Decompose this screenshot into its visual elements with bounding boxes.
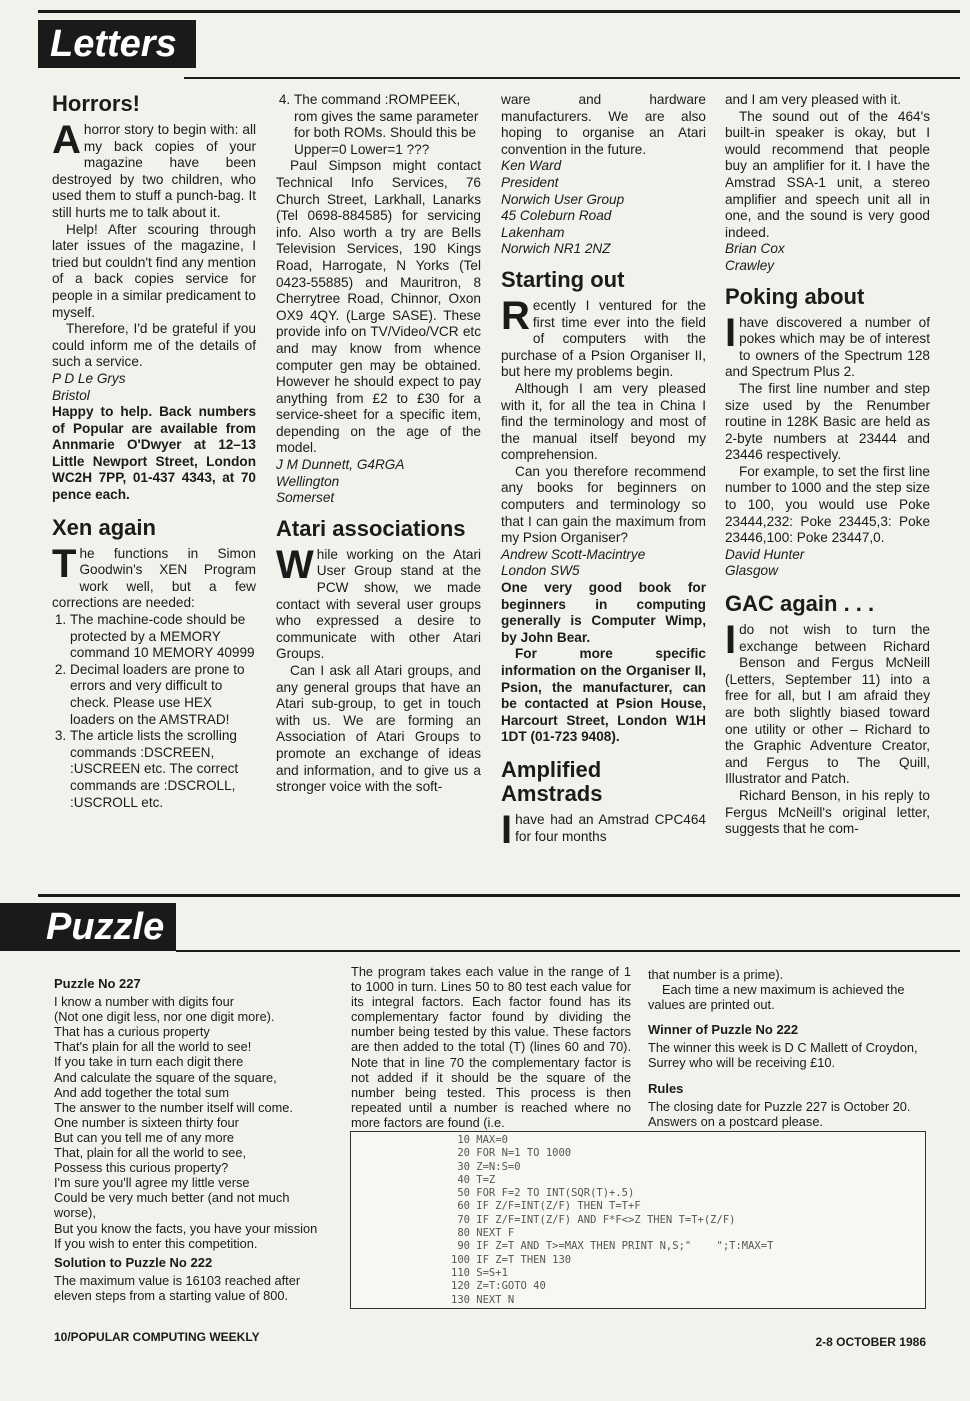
code-line: 70 IF Z/F=INT(Z/F) AND F*F<>Z THEN T=T+(Z/F) bbox=[451, 1213, 736, 1226]
top-rule bbox=[38, 10, 960, 13]
signature: Glasgow bbox=[725, 563, 778, 579]
code-line: 110 S=S+1 bbox=[451, 1266, 508, 1279]
letters-banner: Letters bbox=[38, 20, 196, 68]
drop-cap: A bbox=[52, 118, 81, 162]
letter-paragraph: Can you therefore recommend any books for beginners on computers and terminology so that I can gain the maximum from my Psion Organiser? bbox=[501, 463, 706, 546]
solution-explanation-end: that number is a prime). bbox=[648, 967, 784, 982]
poem-line: That's plain for all the world to see! bbox=[54, 1039, 252, 1055]
solution-explanation-end: Each time a new maximum is achieved the values are printed out. bbox=[648, 982, 905, 1013]
letter-paragraph: and I am very pleased with it. bbox=[725, 92, 902, 107]
signature: Brian Cox bbox=[725, 241, 785, 257]
signature: President bbox=[501, 174, 559, 190]
signature: Lakenham bbox=[501, 224, 565, 240]
poem-line: (Not one digit less, nor one digit more). bbox=[54, 1009, 275, 1025]
heading-horrors: Horrors! bbox=[52, 91, 141, 116]
signature: Andrew Scott-Macintrye bbox=[501, 546, 646, 562]
code-line: 120 Z=T:GOTO 40 bbox=[451, 1280, 546, 1293]
poem-line: That, plain for all the world to see, bbox=[54, 1145, 247, 1161]
signature: Somerset bbox=[276, 490, 335, 506]
letter-paragraph: have had an Amstrad CPC464 for four months bbox=[515, 811, 706, 844]
letter-paragraph: The first line number and step size used by the Renumber routine in 128K Basic are held as 2-byte numbers at 23444 and 23446 respectively. bbox=[725, 380, 930, 463]
letter-paragraph: hile working on the Atari User Group stand at the PCW show, we made contact with several user groups who expressed a desire to communicate with other Atari Groups. bbox=[276, 546, 481, 662]
letter-paragraph: Help! After scouring through later issues of the magazine, I tried but couldn't find any mention of a back copies service for people in a similar predicament to myself. bbox=[52, 221, 256, 320]
poem-line: If you wish to enter this competition. bbox=[54, 1235, 258, 1251]
letters-column-3 bbox=[501, 92, 706, 852]
corrections-list-continued bbox=[276, 92, 481, 158]
drop-cap: W bbox=[276, 542, 314, 587]
solution-explanation: The program takes each value in the range of 1 to 1000 in turn. Lines 50 to 80 test each value for its integral factors. Each factor found has its complementary factor found by dividing the number being tested by this value. These factors are then added to the total (T) (lines 60 and 70). Note that in line 70 the complementary factor is not added if it should be the square of the number being tested. This process is then repeated until a number is reached where no more factors are found (i.e. bbox=[351, 964, 631, 1130]
code-line: 10 MAX=0 bbox=[451, 1134, 508, 1146]
poem-line: I know a number with digits four bbox=[54, 994, 234, 1010]
rules-text: The closing date for Puzzle 227 is October 20. Answers on a postcard please. bbox=[648, 1098, 911, 1129]
drop-cap: I bbox=[725, 618, 737, 663]
signature: J M Dunnett, G4RGA bbox=[276, 457, 405, 473]
heading-xen-again: Xen again bbox=[52, 514, 156, 540]
signature: P D Le Grys bbox=[52, 370, 126, 386]
poem-line: That has a curious property bbox=[54, 1024, 210, 1040]
letters-column-1 bbox=[52, 86, 256, 811]
poem-line: One number is sixteen thirty four bbox=[54, 1114, 239, 1130]
code-line: 40 T=Z bbox=[451, 1173, 496, 1186]
signature: London SW5 bbox=[501, 563, 580, 579]
poem-line: The answer to the number itself will come. bbox=[54, 1099, 293, 1115]
list-item: 3. The article lists the scrolling commands :DSCREEN, :USCREEN etc. The correct commands are :DSCROLL, :USCROLL etc. bbox=[70, 728, 256, 811]
letters-column-2 bbox=[276, 92, 481, 796]
letter-paragraph: Paul Simpson might contact Technical Info Services, 76 Church Street, Larkhall, Lanarks (Tel 0698-884585) for servicing info. Also worth a try are Bells Television Services, 190 Kings Road, Harrogate, N Yorks (Tel 0423-55885) and Mauritron, 8 Cherrytree Road, Chinnor, Oxon OX9 4QY. (Large SASE). These provide info on TV/Video/VCR etc and may know from whence computer gen may be obtained. However he should expect to pay anything from £2 to £30 for a service-sheet for a specific item, depending on the age of the model. bbox=[276, 158, 481, 456]
winner-text: The winner this week is D C Mallett of Croydon, Surrey who will be receiving £10. bbox=[648, 1040, 918, 1071]
poem-line: Could be very much better (and not much worse), bbox=[54, 1190, 290, 1221]
solution-title: Solution to Puzzle No 222 bbox=[54, 1254, 213, 1270]
puzzle-column-3 bbox=[648, 967, 930, 1129]
letter-paragraph: he functions in Simon Goodwin's XEN Program work well, but a few corrections are needed: bbox=[52, 545, 256, 611]
winner-title: Winner of Puzzle No 222 bbox=[648, 1022, 799, 1038]
editor-reply: For more specific information on the Organiser II, Psion, the manufacturer, can be contacted at Psion House, Harcourt Street, London W1H 1DT (01-723 9408). bbox=[501, 646, 706, 745]
signature: Crawley bbox=[725, 257, 775, 273]
letter-paragraph: horror story to begin with: all my back copies of your magazine have been destroyed by two children, who used them to stuff a punch-bag. It still hurts me to talk about it. bbox=[52, 122, 256, 220]
footer-publication: 10/POPULAR COMPUTING WEEKLY bbox=[54, 1330, 260, 1344]
signature: Ken Ward bbox=[501, 158, 562, 174]
letter-paragraph: do not wish to turn the exchange between Richard Benson and Fergus McNeill (Letters, September 11) into a free for all, but I am afraid they are both slightly biased toward one utility or other – Richard to the Graphic Adventure Creator, and Fergus to The Quill, Illustrator and Patch. bbox=[725, 622, 930, 787]
rules-title: Rules bbox=[648, 1080, 684, 1096]
puzzle-column-1 bbox=[54, 972, 334, 1303]
letters-rule bbox=[184, 77, 960, 79]
editor-reply: Happy to help. Back numbers of Popular are available from Annmarie O'Dwyer at 12–13 Little Newport Street, London WC2H 7PP, 01-437 4343, at 70 pence each. bbox=[52, 404, 256, 503]
drop-cap: R bbox=[501, 293, 530, 338]
letter-paragraph: The sound out of the 464's built-in speaker is okay, but I would recommend that people buy an amplifier for it. I have the Amstrad SSA-1 unit, a stereo amplifier and speech unit all in one, and the sound is very good indeed. bbox=[725, 108, 930, 240]
code-line: 50 FOR F=2 TO INT(SQR(T)+.5) bbox=[451, 1187, 635, 1200]
list-item: 4. The command :ROMPEEK, rom gives the same parameter for both ROMs. Should this be Upper=0 Lower=1 ??? bbox=[294, 92, 481, 158]
heading-amplified-amstrads: Amplified Amstrads bbox=[501, 756, 603, 806]
letter-paragraph: Can I ask all Atari groups, and any general groups that have an Atari sub-group, to get in touch with us. We are forming an Association of Atari Groups to promote an exchange of ideas and information, and to give us a stronger voice with the soft- bbox=[276, 663, 481, 795]
puzzle-column-2 bbox=[351, 964, 631, 1130]
signature: Bristol bbox=[52, 387, 90, 403]
code-line: 130 NEXT N bbox=[451, 1293, 515, 1306]
letter-paragraph: Richard Benson, in his reply to Fergus McNeill's original letter, suggests that he com- bbox=[725, 787, 930, 837]
solution-text: The maximum value is 16103 reached after eleven steps from a starting value of 800. bbox=[54, 1272, 301, 1303]
poem-line: I'm sure you'll agree my little verse bbox=[54, 1175, 250, 1191]
letter-paragraph: have discovered a number of pokes which may be of interest to owners of the Spectrum 128 and Spectrum Plus 2. bbox=[725, 314, 930, 380]
heading-starting-out: Starting out bbox=[501, 266, 625, 292]
footer-date: 2-8 OCTOBER 1986 bbox=[815, 1335, 926, 1349]
poem-line: Possess this curious property? bbox=[54, 1160, 229, 1176]
letter-paragraph: For example, to set the first line number to 1000 and the step size to 100, you would use Poke 23444,232: Poke 23445,3: Poke 23446,100: Poke 23447,0. bbox=[725, 463, 930, 546]
drop-cap: I bbox=[725, 310, 737, 355]
letter-paragraph: Although I am very pleased with it, for all the tea in China I find the terminology and most of the manual itself beyond my comprehension. bbox=[501, 380, 706, 463]
editor-reply: One very good book for beginners in computing generally is Computer Wimp, by John Bear. bbox=[501, 580, 706, 645]
signature: David Hunter bbox=[725, 546, 805, 562]
signature: 45 Coleburn Road bbox=[501, 208, 612, 224]
heading-gac-again: GAC again . . . bbox=[725, 591, 875, 617]
poem-line: If you take in turn each digit there bbox=[54, 1054, 244, 1070]
letter-paragraph: Therefore, I'd be grateful if you could inform me of the details of such a service. bbox=[52, 321, 256, 370]
code-line: 90 IF Z=T AND T>=MAX THEN PRINT N,S;" ";T:MAX=T bbox=[451, 1240, 774, 1253]
letters-column-4 bbox=[725, 92, 930, 838]
signature: Wellington bbox=[276, 473, 340, 489]
puzzle-title: Puzzle No 227 bbox=[54, 976, 141, 991]
letter-paragraph: ecently I ventured for the first time ever into the field of computers with the purchase of a Psion Organiser II, but here my problems begin. bbox=[501, 297, 706, 380]
list-item: 1. The machine-code should be protected by a MEMORY command 10 MEMORY 40999 bbox=[70, 612, 256, 662]
section-rule bbox=[38, 894, 960, 897]
code-line: 80 NEXT F bbox=[451, 1227, 515, 1240]
heading-poking-about: Poking about bbox=[725, 283, 865, 309]
drop-cap: I bbox=[501, 807, 513, 852]
heading-atari-associations: Atari associations bbox=[276, 515, 466, 541]
letter-paragraph: ware and hardware manufacturers. We are also hoping to organise an Atari convention in the future. bbox=[501, 92, 706, 157]
poem-line: And calculate the square of the square, bbox=[54, 1069, 277, 1085]
list-item: 2. Decimal loaders are prone to errors and very difficult to check. Please use HEX loaders on the AMSTRAD! bbox=[70, 662, 256, 728]
code-line: 60 IF Z/F=INT(Z/F) THEN T=T+F bbox=[451, 1200, 641, 1213]
signature: Norwich NR1 2NZ bbox=[501, 241, 611, 257]
poem-line: And add together the total sum bbox=[54, 1084, 230, 1100]
poem-line: But you know the facts, you have your mission bbox=[54, 1220, 318, 1236]
code-line: 20 FOR N=1 TO 1000 bbox=[451, 1147, 572, 1160]
puzzle-rule bbox=[176, 950, 960, 952]
signature: Norwich User Group bbox=[501, 191, 625, 207]
code-line: 100 IF Z=T THEN 130 bbox=[451, 1253, 572, 1266]
drop-cap: T bbox=[52, 541, 77, 586]
puzzle-banner: Puzzle bbox=[0, 903, 176, 951]
code-line: 30 Z=N:S=0 bbox=[451, 1160, 521, 1173]
corrections-list bbox=[52, 612, 256, 811]
program-listing bbox=[350, 1131, 926, 1309]
poem-line: But can you tell me of any more bbox=[54, 1129, 234, 1145]
